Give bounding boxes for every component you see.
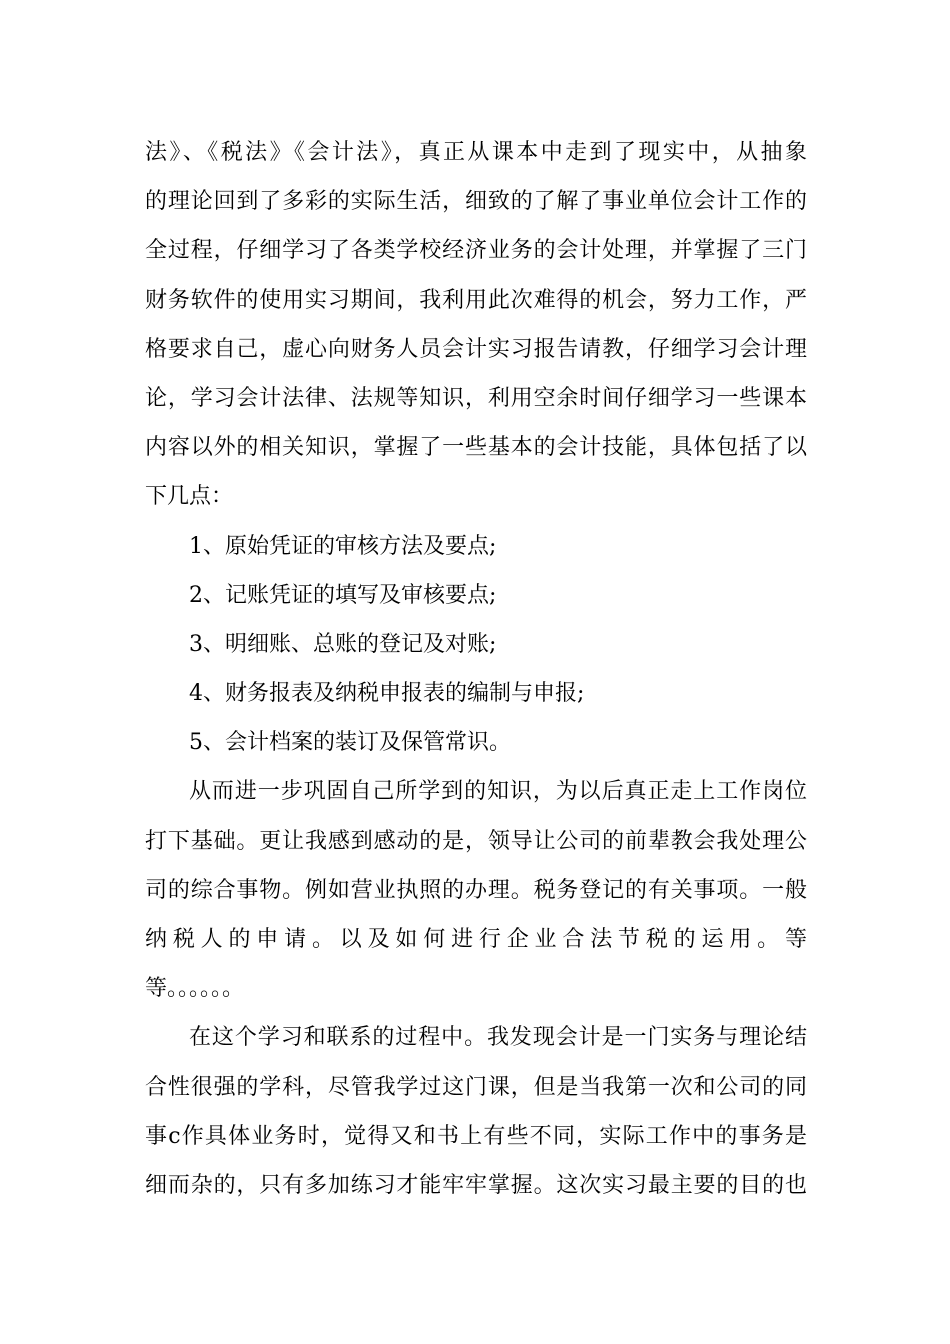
list-item: 4、财务报表及纳税申报表的编制与申报; [189, 681, 585, 707]
list-item: 1、原始凭证的审核方法及要点; [189, 533, 497, 559]
paragraph-line: 细而杂的，只有多加练习才能牢牢掌握。这次实习最主要的目的也 [145, 1172, 807, 1198]
paragraph-line: 法》、《税法》《会计法》，真正从课本中走到了现实中，从抽象 [145, 140, 807, 165]
paragraph-line: 财务软件的使用实习期间，我利用此次难得的机会，努力工作，严 [145, 287, 807, 313]
paragraph-line: 等。。。。。。 [145, 976, 245, 1002]
list-item: 5、会计档案的装订及保管常识。 [189, 730, 511, 756]
paragraph-line: 打下基础。更让我感到感动的是，领导让公司的前辈教会我处理公 [145, 828, 807, 854]
paragraph-line: 论，学习会计法律、法规等知识，利用空余时间仔细学习一些课本 [145, 385, 807, 411]
paragraph-line: 全过程，仔细学习了各类学校经济业务的会计处理，并掌握了三门 [145, 238, 807, 264]
paragraph-line: 合性很强的学科，尽管我学过这门课，但是当我第一次和公司的同 [145, 1074, 807, 1100]
paragraph-line: 格要求自己，虚心向财务人员会计实习报告请教，仔细学习会计理 [145, 336, 807, 362]
paragraph-line: 在这个学习和联系的过程中。我发现会计是一门实务与理论结 [189, 1025, 807, 1051]
paragraph-line: 司的综合事物。例如营业执照的办理。税务登记的有关事项。一般 [145, 877, 807, 903]
document-body [145, 128, 807, 1210]
paragraph-line: 的理论回到了多彩的实际生活，细致的了解了事业单位会计工作的 [145, 189, 807, 215]
paragraph-line: 纳税人的申请。以及如何进行企业合法节税的运用。等 [145, 927, 807, 952]
paragraph-line: 从而进一步巩固自己所学到的知识，为以后真正走上工作岗位 [189, 779, 807, 805]
paragraph-line: 下几点： [145, 484, 234, 510]
paragraph-line: 内容以外的相关知识，掌握了一些基本的会计技能，具体包括了以 [145, 435, 807, 461]
list-item: 2、记账凭证的填写及审核要点; [189, 582, 497, 608]
paragraph-line: 事c作具体业务时，觉得又和书上有些不同，实际工作中的事务是 [145, 1123, 807, 1149]
list-item: 3、明细账、总账的登记及对账; [189, 631, 497, 657]
